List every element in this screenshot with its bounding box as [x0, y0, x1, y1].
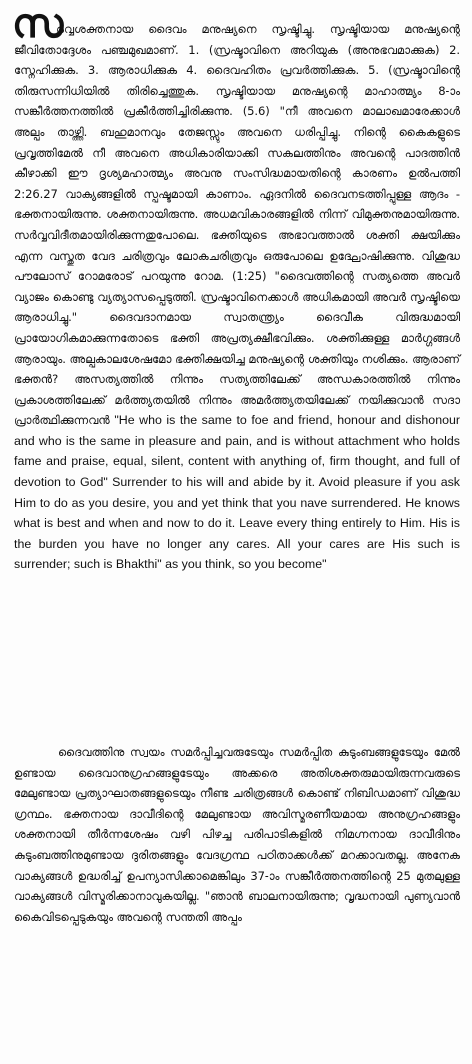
paragraph-2: ദൈവത്തിനു സ്വയം സമർപ്പിച്ചവരുടേയും സമർപ്പിത കുടുംബങ്ങളുടേയും മേൽ ഉണ്ടായ ദൈവാനുഗ്രഹങ്ങളുടേയും അക്കരെ അതിശക്തരുമായിരുന്നവരുടെ മേലുണ്ടായ പ്രത്യാഘാതങ്ങളുടെയും നീണ്ട ചരിത്രങ്ങൾ കൊണ്ട് നിബിഡമാണ് വിശുദ്ധ ഗ്രന്ഥം. ഭക്തനായ ദാവീദിന്റെ മേലുണ്ടായ അവിസ്മരണീയമായ അനുഗ്രഹങ്ങളും ശക്തനായി തീർന്നശേഷം വഴി പിഴച്ച പരിപാടികളിൽ നിമഗ്നനായ ദാവീദിനും കുടുംബത്തിനുമുണ്ടായ ദുരിതങ്ങളും വേദഗ്രന്ഥ പഠിതാക്കൾക്ക് മറക്കാവതല്ല. അനേക വാക്യങ്ങൾ ഉദ്ധരിച്ച് ഉപന്യാസിക്കാമെങ്കിലും 37-ാം സങ്കീർത്തനത്തിന്റെ 25 മുതലുള്ള വാക്യങ്ങൾ വിസ്മരിക്കാനാവുകയില്ല. "ഞാൻ ബാലനായിരുന്നു; വൃദ്ധനായി പുണ്യവാൻ കൈവിടപ്പെടുകയും അവന്റെ സന്തതി അപ്പം	[14, 745, 460, 924]
drop-cap: സ	[12, 0, 64, 47]
paragraph-1	[14, 19, 460, 575]
paragraph-1-english-quote: "He who is the same to foe and friend, honour and dishonour and who is the same in pleasure and pain, and is without attachment who holds fame and praise, equal, silent, content with anything of, firm thought, and full of devotion to God" Surrender to his will and abide by it. Avoid pleasure if you ask Him to do as you desire, you and yet think that you nave surrendered. He knows what is best and when and now to do it. Leave every thing entirely to Him. His is the burden you have no longer any cares. All your cares are His such is surrender; such is Bhakthi" as you think, so you become"	[14, 413, 461, 572]
paragraph-1-malayalam-text: ർവ്വശക്തനായ ദൈവം മനുഷ്യനെ സൃഷ്ടിച്ചു. സൃഷ്ടിയായ മനുഷ്യന്റെ ജീവിതോദ്ദേശം പഞ്ചമുഖമാണ്. 1. (സ്രഷ്ടാവിനെ അറിയുക (അനുഭവമാക്കുക) 2. സ്നേഹിക്കുക. 3. ആരാധിക്കുക 4. ദൈവഹിതം പ്രവർത്തിക്കുക. 5. (സ്രഷ്ടാവിന്റെ തിരുസന്നിധിയിൽ തിരിച്ചെത്തുക. സൃഷ്ടിയായ മനുഷ്യന്റെ മാഹാത്മ്യം 8-ാം സങ്കീർത്തനത്തിൽ പ്രകീർത്തിച്ചിരിക്കുന്നു. (5.6) "നീ അവനെ മാലാഖമാരേക്കാൾ അല്പം താഴ്ത്തി. ബഹുമാനവും തേജസ്സും അവനെ ധരിപ്പിച്ചു. നിന്റെ കൈകളുടെ പ്രവൃത്തിമേൽ നീ അവനെ അധികാരിയാക്കി സകലത്തിനും അവന്റെ പാദത്തിൻ കീഴാക്കി ഈ ദൃശ്യമഹാത്മ്യം അവനു സംസിദ്ധമായതിന്റെ കാരണം ഉൽപത്തി 2:26.27 വാക്യങ്ങളിൽ സ്പഷ്ടമായി കാണാം. ഏദനിൽ ദൈവനടത്തിപ്പുള്ള ആദം - ഭക്തനായിരുന്നു. ശക്തനായിരുന്നു. അധമവികാരങ്ങളിൽ നിന്ന് വിമുക്തനുമായിരുന്നു. സർവ്വവിദീതമായിരിക്കുന്നതുപോലെ. ഭക്തിയുടെ അഭാവത്താൽ ശക്തി ക്ഷയിക്കും എന്ന വസ്തുത വേദ ചരിത്രവും ലോകചരിത്രവും ഒരുപോലെ ഉദ്ഘോഷിക്കുന്നു. വിശുദ്ധ പൗലോസ് റോമരോട് പറയുന്നു റോമ. (1:25) "ദൈവത്തിന്റെ സത്യത്തെ അവർ വ്യാജം കൊണ്ടു വ്യത്യാസപ്പെടുത്തി. സ്രഷ്ടാവിനെക്കാൾ അധികമായി അവർ സൃഷ്ടിയെ ആരാധിച്ചു." ദൈവദാനമായ സ്വാതന്ത്ര്യം ദൈവീക വിരുദ്ധമായി പ്രായോഗികമാക്കുന്നതോടെ ഭക്തി അപ്രത്യക്ഷീഭവിക്കും. ശക്തിക്കുള്ള മാർഗ്ഗങ്ങൾ ആരായും. അല്പകാലശേഷമോ ഭക്തിക്ഷയിച്ച മനുഷ്യന്റെ ശക്തിയും നശിക്കും. ആരാണ് ഭക്തൻ? അസത്യത്തിൽ നിന്നും സത്യത്തിലേക്ക് അന്ധകാരത്തിൽ നിന്നും പ്രകാശത്തിലേക്ക് മർത്ത്യതയിൽ നിന്നും അമർത്ത്യതയിലേക്ക് നയിക്കുവാൻ സദാ പ്രാർത്ഥിക്കുന്നവൻ	[14, 22, 460, 428]
